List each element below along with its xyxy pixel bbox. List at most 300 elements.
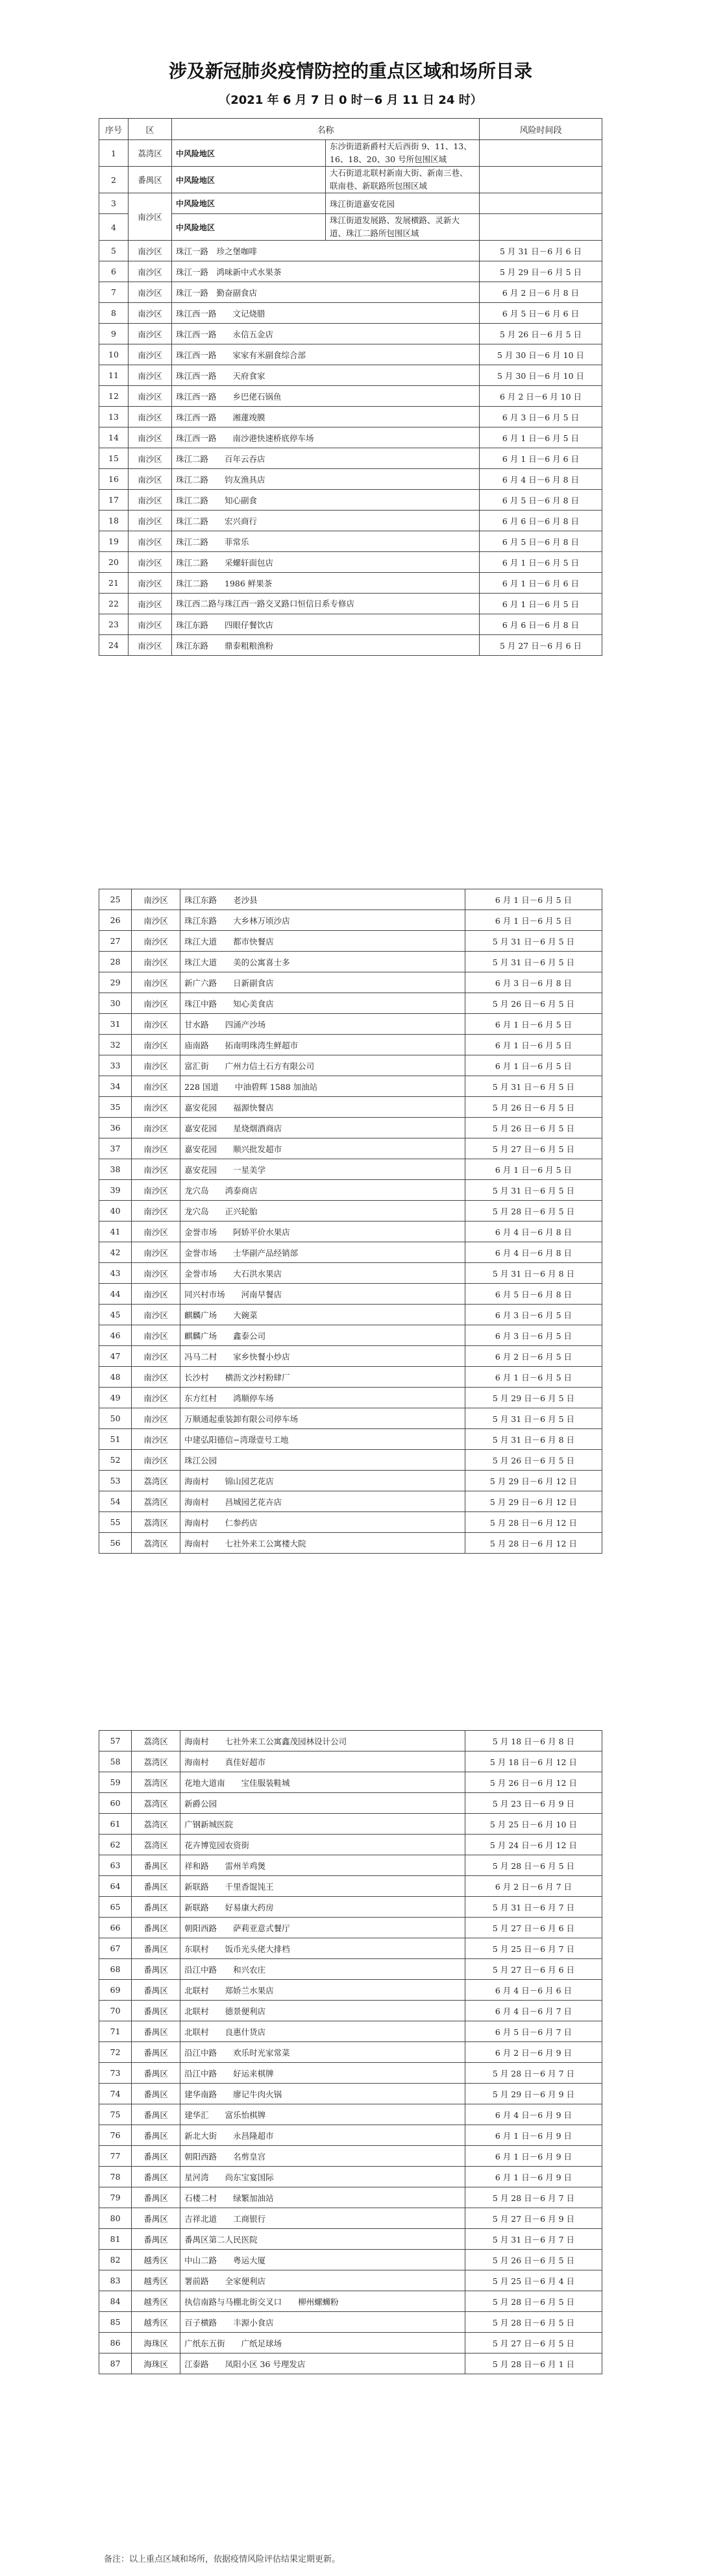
table-row [99,1222,602,1242]
table-row [99,993,602,1014]
row-district: 南沙区 [129,303,172,324]
row-district: 南沙区 [129,469,172,490]
row-time: 6 月 2 日－6 月 7 日 [465,1876,602,1897]
row-no: 45 [99,1305,132,1325]
row-no: 73 [99,2063,132,2084]
row-district: 南沙区 [132,1325,180,1346]
row-no: 3 [99,193,129,214]
row-no: 68 [99,1959,132,1980]
row-district: 南沙区 [132,1346,180,1367]
row-no: 82 [99,2250,132,2270]
row-district: 南沙区 [129,614,172,635]
row-no: 70 [99,2001,132,2021]
table-row [99,365,602,386]
row-district: 荔湾区 [129,140,172,167]
row-time: 5 月 30 日－6 月 10 日 [480,365,602,386]
row-no: 65 [99,1897,132,1918]
place-rows-a [99,241,602,656]
table-row [99,594,602,614]
row-place-name: 海南村 仁参药店 [180,1512,465,1533]
row-no: 25 [99,889,132,910]
row-district: 番禺区 [132,2042,180,2063]
table-row [99,1118,602,1138]
row-district: 荔湾区 [132,1533,180,1554]
row-no: 48 [99,1367,132,1388]
row-no: 84 [99,2291,132,2312]
row-time: 6 月 5 日－6 月 8 日 [465,1284,602,1305]
row-place-name: 珠江一路 鸿味新中式水果茶 [172,261,480,282]
row-no: 85 [99,2312,132,2333]
row-no: 52 [99,1450,132,1471]
table-row [99,1035,602,1055]
table-row [99,1491,602,1512]
place-rows-b [99,889,602,1554]
table-row [99,1408,602,1429]
row-no: 26 [99,910,132,931]
table-row [99,1959,602,1980]
row-no: 16 [99,469,129,490]
table-row [99,1346,602,1367]
row-place-name: 海南村 真佳好超市 [180,1751,465,1772]
row-district: 南沙区 [129,594,172,614]
row-place-name: 海南村 七社外来工公寓鑫茂园林设计公司 [180,1731,465,1751]
row-district: 荔湾区 [132,1835,180,1855]
table-row [99,972,602,993]
row-time: 5 月 29 日－6 月 5 日 [480,261,602,282]
table-row [99,167,602,193]
row-no: 57 [99,1731,132,1751]
table-row [99,2187,602,2208]
row-place-name: 朝阳西路 名剪皇宫 [180,2146,465,2167]
row-district: 番禺区 [132,2229,180,2250]
table-row [99,324,602,344]
row-district: 南沙区 [132,1035,180,1055]
table-row [99,2084,602,2104]
row-district: 荔湾区 [132,1512,180,1533]
row-time: 5 月 31 日－6 月 6 日 [480,241,602,261]
row-place-name: 金誉市场 阿娇平价水果店 [180,1222,465,1242]
row-place-name: 珠江西一路 文记烧腊 [172,303,480,324]
row-no: 42 [99,1242,132,1263]
row-place-name: 广钢新城医院 [180,1814,465,1835]
row-time: 5 月 31 日－6 月 5 日 [465,952,602,972]
row-district: 番禺区 [132,2208,180,2229]
table-row [99,448,602,469]
row-time: 5 月 27 日－6 月 9 日 [465,2208,602,2229]
row-place-name: 珠江西二路与珠江西一路交叉路口恒信日系专修店 [172,594,480,614]
row-place-name: 新联路 好易康大药房 [180,1897,465,1918]
row-place-name: 珠江西一路 湘蓮竣膜 [172,407,480,427]
table-row [99,407,602,427]
row-district: 南沙区 [129,261,172,282]
row-district: 番禺区 [132,2146,180,2167]
footnote: 备注：以上重点区域和场所，依据疫情风险评估结果定期更新。 [104,2555,341,2564]
row-time: 6 月 6 日－6 月 8 日 [480,511,602,531]
row-district: 南沙区 [132,1242,180,1263]
row-no: 86 [99,2333,132,2353]
row-no: 30 [99,993,132,1014]
row-no: 77 [99,2146,132,2167]
row-time: 5 月 23 日－6 月 9 日 [465,1793,602,1814]
table-row [99,2353,602,2374]
row-time: 5 月 25 日－6 月 7 日 [465,1938,602,1959]
row-place-name: 麒麟广场 鑫泰公司 [180,1325,465,1346]
table-row [99,303,602,324]
row-time: 5 月 28 日－6 月 1 日 [465,2353,602,2374]
table-row [99,1876,602,1897]
row-time: 5 月 25 日－6 月 4 日 [465,2270,602,2291]
row-no: 2 [99,167,129,193]
row-district: 南沙区 [132,993,180,1014]
table-row [99,1471,602,1491]
row-no: 80 [99,2208,132,2229]
row-time: 6 月 1 日－6 月 5 日 [465,910,602,931]
row-district: 荔湾区 [132,1751,180,1772]
row-place-name: 同兴村市场 河南早餐店 [180,1284,465,1305]
risk-level: 中风险地区 [172,167,326,193]
row-district: 南沙区 [129,573,172,594]
row-time: 5 月 31 日－6 月 5 日 [465,1076,602,1097]
row-district: 海珠区 [132,2333,180,2353]
row-no: 33 [99,1055,132,1076]
row-no: 55 [99,1512,132,1533]
row-time: 6 月 4 日－6 月 8 日 [480,469,602,490]
row-place-name: 广纸东五街 广纸足球场 [180,2333,465,2353]
row-no: 4 [99,214,129,241]
header-name: 名称 [172,119,480,140]
risk-level: 中风险地区 [172,193,326,214]
row-district: 南沙区 [132,931,180,952]
table-row [99,552,602,573]
risk-level: 中风险地区 [172,214,326,241]
row-no: 1 [99,140,129,167]
row-district: 南沙区 [129,193,172,241]
row-district: 番禺区 [132,2167,180,2187]
risk-table-part-3 [99,1730,602,2374]
row-no: 59 [99,1772,132,1793]
row-district: 南沙区 [132,1201,180,1222]
row-place-name: 珠江一路 勤奋副食店 [172,282,480,303]
row-place-name: 嘉安花园 顺兴批发超市 [180,1138,465,1159]
row-time: 5 月 31 日－6 月 7 日 [465,2229,602,2250]
row-place-name: 珠江二路 知心副食 [172,490,480,511]
table-row [99,2125,602,2146]
row-time: 5 月 31 日－6 月 7 日 [465,1897,602,1918]
row-time: 5 月 18 日－6 月 12 日 [465,1751,602,1772]
row-district: 南沙区 [132,1159,180,1180]
row-no: 5 [99,241,129,261]
table-row [99,469,602,490]
row-place-name: 228 国道 中油碧辉 1588 加油站 [180,1076,465,1097]
row-district: 南沙区 [129,490,172,511]
row-district: 南沙区 [132,1014,180,1035]
row-place-name: 珠江二路 1986 鲜果茶 [172,573,480,594]
table-row [99,241,602,261]
row-place-name: 石楼二村 绿繁加油站 [180,2187,465,2208]
table-row [99,910,602,931]
row-place-name: 沿江中路 和兴农庄 [180,1959,465,1980]
row-no: 18 [99,511,129,531]
row-place-name: 嘉安花园 福源快餐店 [180,1097,465,1118]
row-no: 43 [99,1263,132,1284]
row-district: 南沙区 [129,531,172,552]
row-district: 南沙区 [132,1180,180,1201]
table-row [99,1731,602,1751]
row-place-name: 北联村 郑娇兰水果店 [180,1980,465,2001]
table-row [99,1450,602,1471]
row-time: 5 月 31 日－6 月 5 日 [465,931,602,952]
table-row [99,1180,602,1201]
page-subtitle: （2021 年 6 月 7 日 0 时－6 月 11 日 24 时） [219,93,482,107]
row-no: 75 [99,2104,132,2125]
row-no: 41 [99,1222,132,1242]
table-row [99,261,602,282]
table-row [99,344,602,365]
row-no: 36 [99,1118,132,1138]
row-place-name: 北联村 德景便利店 [180,2001,465,2021]
row-place-name: 东方红村 鸿顺停车场 [180,1388,465,1408]
row-place-name: 龙穴岛 正兴轮胎 [180,1201,465,1222]
page-title: 涉及新冠肺炎疫情防控的重点区域和场所目录 [168,60,532,82]
row-place-name: 吉祥北道 工商银行 [180,2208,465,2229]
table-row [99,1938,602,1959]
row-time: 6 月 5 日－6 月 8 日 [480,531,602,552]
row-time: 6 月 1 日－6 月 5 日 [465,1055,602,1076]
row-place-name: 珠江一路 珍之堡咖啡 [172,241,480,261]
row-time: 6 月 4 日－6 月 7 日 [465,2001,602,2021]
row-district: 南沙区 [132,1284,180,1305]
row-place-name: 新联路 千里香馄饨王 [180,1876,465,1897]
row-time: 5 月 26 日－6 月 5 日 [480,324,602,344]
row-district: 南沙区 [132,972,180,993]
table-row [99,427,602,448]
table-row [99,2063,602,2084]
row-place-name: 珠江西一路 南沙港快速桥底停车场 [172,427,480,448]
risk-area: 珠江街道发展路、发展横路、灵新大道、珠江二路所包围区域 [326,214,480,241]
row-no: 83 [99,2270,132,2291]
table-row [99,573,602,594]
row-time: 5 月 26 日－6 月 12 日 [465,1772,602,1793]
row-no: 49 [99,1388,132,1408]
table-row [99,2312,602,2333]
table-row [99,2208,602,2229]
row-no: 58 [99,1751,132,1772]
row-place-name: 北联村 良惠什货店 [180,2021,465,2042]
row-time: 5 月 26 日－6 月 5 日 [465,1097,602,1118]
row-time: 6 月 1 日－6 月 5 日 [480,427,602,448]
row-time: 6 月 5 日－6 月 6 日 [480,303,602,324]
row-place-name: 珠江二路 百年云吞店 [172,448,480,469]
row-district: 南沙区 [132,1263,180,1284]
row-place-name: 珠江二路 宏兴商行 [172,511,480,531]
row-time: 5 月 27 日－6 月 6 日 [465,1918,602,1938]
row-no: 46 [99,1325,132,1346]
row-no: 8 [99,303,129,324]
table-row [99,2104,602,2125]
row-time: 5 月 18 日－6 月 8 日 [465,1731,602,1751]
row-time: 6 月 1 日－6 月 6 日 [480,448,602,469]
row-time: 6 月 1 日－6 月 9 日 [465,2146,602,2167]
row-time: 6 月 2 日－6 月 5 日 [465,1346,602,1367]
row-place-name: 署前路 全家便利店 [180,2270,465,2291]
row-place-name: 冯马二村 家乡快餐小炒店 [180,1346,465,1367]
table-row [99,614,602,635]
row-no: 32 [99,1035,132,1055]
row-time: 5 月 29 日－6 月 12 日 [465,1491,602,1512]
table-row [99,1918,602,1938]
row-district: 南沙区 [132,889,180,910]
table-row [99,1284,602,1305]
row-time: 5 月 28 日－6 月 5 日 [465,1201,602,1222]
table-row [99,2270,602,2291]
row-no: 14 [99,427,129,448]
row-no: 87 [99,2353,132,2374]
row-place-name: 海南村 锦山园艺花店 [180,1471,465,1491]
row-district: 南沙区 [132,1408,180,1429]
row-place-name: 建华汇 富乐怡棋牌 [180,2104,465,2125]
row-district: 南沙区 [132,1076,180,1097]
row-place-name: 新爵公园 [180,1793,465,1814]
row-no: 21 [99,573,129,594]
table-row [99,931,602,952]
row-place-name: 龙穴岛 鸿泰商店 [180,1180,465,1201]
row-district: 荔湾区 [132,1793,180,1814]
row-place-name: 东联村 饭币光头佬大排档 [180,1938,465,1959]
row-time: 6 月 1 日－6 月 5 日 [465,1035,602,1055]
table-row [99,140,602,167]
row-time: 5 月 28 日－6 月 5 日 [465,1855,602,1876]
table-row [99,1855,602,1876]
row-time: 5 月 29 日－6 月 9 日 [465,2084,602,2104]
table-row [99,1980,602,2001]
row-time: 6 月 1 日－6 月 9 日 [465,2125,602,2146]
table-row [99,1512,602,1533]
row-time: 5 月 27 日－6 月 6 日 [465,1959,602,1980]
table-row [99,1325,602,1346]
table-row [99,1751,602,1772]
row-place-name: 沿江中路 欢乐时光家常菜 [180,2042,465,2063]
row-time: 5 月 27 日－6 月 5 日 [465,1138,602,1159]
row-no: 22 [99,594,129,614]
row-place-name: 珠江西一路 家家有米副食综合部 [172,344,480,365]
row-district: 南沙区 [129,448,172,469]
table-row [99,2333,602,2353]
row-district: 南沙区 [132,1305,180,1325]
row-time: 5 月 29 日－6 月 5 日 [465,1388,602,1408]
row-no: 56 [99,1533,132,1554]
table-row [99,1793,602,1814]
header-time: 风险时间段 [480,119,602,140]
row-district: 南沙区 [132,1097,180,1118]
row-no: 7 [99,282,129,303]
row-district: 南沙区 [129,511,172,531]
row-time: 5 月 31 日－6 月 8 日 [465,1429,602,1450]
row-no: 15 [99,448,129,469]
row-district: 南沙区 [129,407,172,427]
row-place-name: 长沙村 横沥文沙村粉肆厂 [180,1367,465,1388]
table-row [99,1835,602,1855]
row-place-name: 金誉市场 大石洪水果店 [180,1263,465,1284]
row-place-name: 花地大道南 宝佳服装鞋城 [180,1772,465,1793]
table-row [99,2167,602,2187]
row-place-name: 建华南路 廖记牛肉火锅 [180,2084,465,2104]
row-no: 19 [99,531,129,552]
row-place-name: 珠江西一路 乡巴佬石锅鱼 [172,386,480,407]
row-district: 番禺区 [132,1855,180,1876]
row-time: 5 月 31 日－6 月 8 日 [465,1263,602,1284]
row-place-name: 珠江中路 知心美食店 [180,993,465,1014]
row-no: 29 [99,972,132,993]
row-time: 6 月 2 日－6 月 8 日 [480,282,602,303]
row-time: 5 月 31 日－6 月 5 日 [465,1180,602,1201]
row-place-name: 甘水路 四涌产沙场 [180,1014,465,1035]
row-time: 6 月 5 日－6 月 7 日 [465,2021,602,2042]
row-no: 54 [99,1491,132,1512]
row-district: 南沙区 [129,241,172,261]
row-no: 12 [99,386,129,407]
table-row [99,193,602,214]
header-no: 序号 [99,119,129,140]
row-time [480,214,602,241]
row-time: 5 月 24 日－6 月 12 日 [465,1835,602,1855]
row-place-name: 嘉安花园 星烧烟酒商店 [180,1118,465,1138]
row-time: 6 月 5 日－6 月 8 日 [480,490,602,511]
row-place-name: 中山二路 粤运大厦 [180,2250,465,2270]
table-row [99,1055,602,1076]
row-district: 南沙区 [129,552,172,573]
row-district: 南沙区 [132,910,180,931]
row-district: 番禺区 [132,1938,180,1959]
table-row [99,1772,602,1793]
row-place-name: 珠江公园 [180,1450,465,1471]
row-place-name: 珠江西一路 永信五金店 [172,324,480,344]
table-row [99,1263,602,1284]
row-place-name: 珠江东路 四眼仔餐饮店 [172,614,480,635]
row-no: 13 [99,407,129,427]
row-district: 南沙区 [129,324,172,344]
row-place-name: 万顺通起重装卸有限公司停车场 [180,1408,465,1429]
row-no: 6 [99,261,129,282]
row-no: 69 [99,1980,132,2001]
row-time: 6 月 4 日－6 月 8 日 [465,1222,602,1242]
table-row [99,635,602,656]
row-district: 番禺区 [129,167,172,193]
table-row [99,2001,602,2021]
row-place-name: 珠江西一路 天府食家 [172,365,480,386]
row-no: 60 [99,1793,132,1814]
risk-level: 中风险地区 [172,140,326,167]
row-time: 6 月 3 日－6 月 5 日 [465,1305,602,1325]
row-time: 6 月 6 日－6 月 8 日 [480,614,602,635]
row-place-name: 朝阳西路 萨莉亚意式餐厅 [180,1918,465,1938]
header-district: 区 [129,119,172,140]
risk-area: 珠江街道嘉安花园 [326,193,480,214]
row-district: 荔湾区 [132,1471,180,1491]
risk-area: 大石街道北联村新南大街、新南三巷、联南巷、新联路所包围区域 [326,167,480,193]
table-row [99,889,602,910]
row-no: 34 [99,1076,132,1097]
row-place-name: 海南村 七社外来工公寓楼大院 [180,1533,465,1554]
row-no: 67 [99,1938,132,1959]
row-time: 5 月 26 日－6 月 5 日 [465,1450,602,1471]
row-district: 南沙区 [132,1429,180,1450]
table-row [99,214,602,241]
row-time: 6 月 1 日－6 月 5 日 [465,1014,602,1035]
table-row [99,1097,602,1118]
row-time [480,193,602,214]
row-no: 9 [99,324,129,344]
row-no: 50 [99,1408,132,1429]
